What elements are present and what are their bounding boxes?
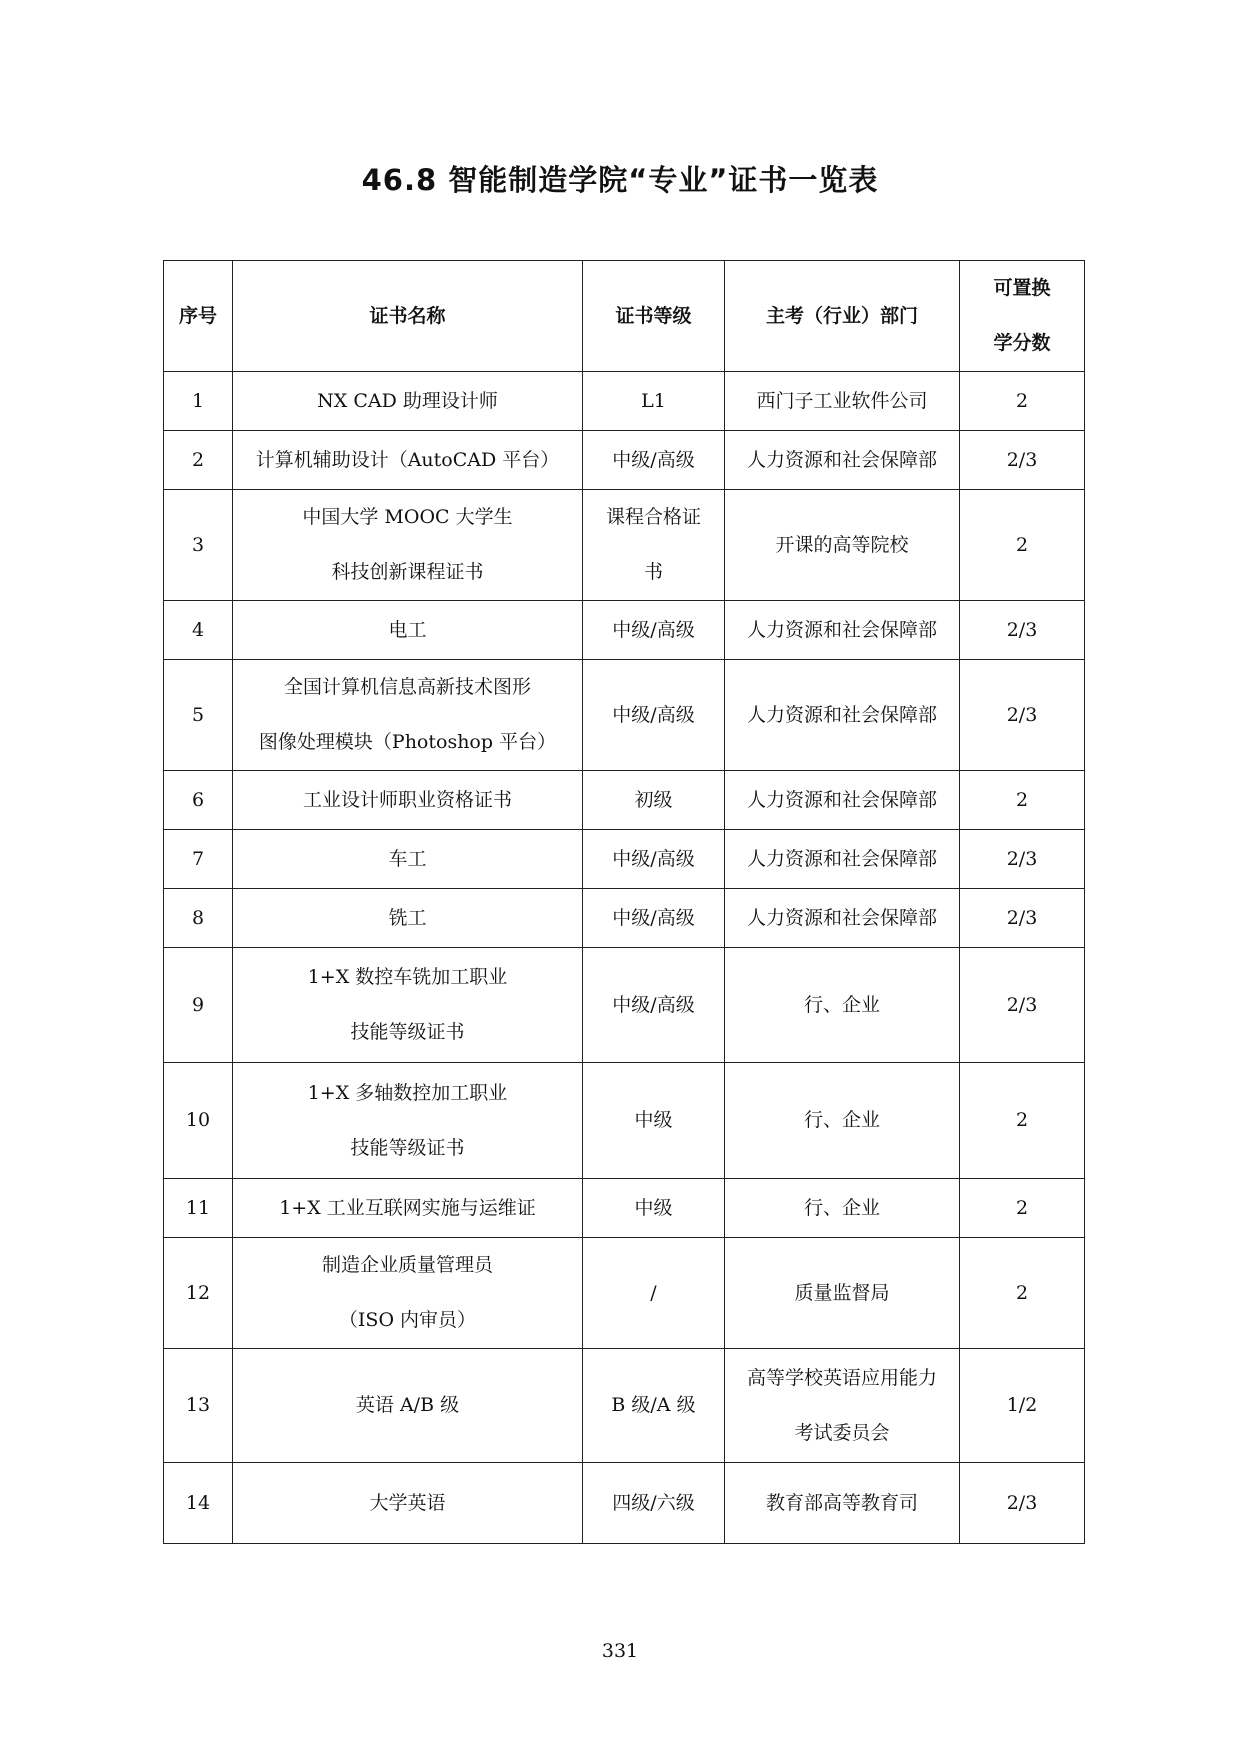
row-name-cell [233,1063,583,1179]
row-level-cell [583,1179,725,1238]
row-name-cell [233,1238,583,1349]
row-name-cell [233,771,583,830]
row-index-cell: 11 [164,1179,233,1238]
row-credit-cell: 2/3 [960,889,1085,948]
row-level-cell [583,889,725,948]
row-index-cell: 12 [164,1238,233,1349]
row-name-line: NX CAD 助理设计师 [317,389,498,412]
row-credit-cell: 2 [960,372,1085,431]
row-dept-cell [725,1463,960,1544]
row-name-cell [233,1463,583,1544]
row-name-line: 1+X 工业互联网实施与运维证 [279,1196,536,1219]
row-level-cell [583,1063,725,1179]
row-name-line: 工业设计师职业资格证书 [302,788,512,811]
row-credit-cell: 1/2 [960,1349,1085,1463]
row-name-line: 计算机辅助设计（AutoCAD 平台） [255,448,560,471]
row-name-cell [233,1179,583,1238]
row-index-cell: 1 [164,372,233,431]
row-name-line: 图像处理模块（Photoshop 平台） [258,731,557,753]
row-dept-line: 行、企业 [803,1196,880,1219]
row-index-cell: 3 [164,490,233,601]
row-name-line: 1+X 多轴数控加工职业 [307,1081,508,1104]
header-dept: 主考（行业）部门 [725,261,960,372]
row-level-cell [583,601,725,660]
row-dept-line: 考试委员会 [794,1421,890,1444]
table-row [164,1063,1085,1179]
row-dept-line: 人力资源和社会保障部 [746,703,937,726]
row-name-line: 全国计算机信息高新技术图形 [283,676,531,698]
table-body [164,372,1085,1544]
table-row [164,490,1085,601]
row-level-cell [583,1349,725,1463]
row-name-cell [233,1349,583,1463]
row-index-cell: 10 [164,1063,233,1179]
row-name-cell [233,889,583,948]
row-dept-cell [725,771,960,830]
row-level-cell [583,660,725,771]
row-index-cell: 2 [164,431,233,490]
table-row [164,771,1085,830]
row-level-line: 中级/高级 [612,993,695,1016]
header-index: 序号 [164,261,233,372]
row-dept-line: 高等学校英语应用能力 [746,1366,937,1389]
table-row [164,830,1085,889]
row-level-line: 中级 [634,1196,673,1219]
header-credit [960,261,1085,372]
table-row [164,889,1085,948]
table-row [164,601,1085,660]
row-level-cell [583,372,725,431]
row-name-line: 车工 [388,847,427,870]
row-dept-cell [725,1063,960,1179]
row-credit-cell: 2 [960,490,1085,601]
row-level-cell [583,771,725,830]
row-index-cell: 9 [164,948,233,1063]
row-level-line: 中级/高级 [612,847,695,870]
row-name-line: 制造企业质量管理员 [321,1254,493,1276]
row-name-cell [233,490,583,601]
row-name-line: 电工 [388,618,427,641]
table-row [164,372,1085,431]
row-index-cell: 8 [164,889,233,948]
row-name-cell [233,830,583,889]
row-dept-cell [725,490,960,601]
table-row [164,1238,1085,1349]
row-dept-line: 行、企业 [803,993,880,1016]
row-index-cell: 7 [164,830,233,889]
row-credit-cell: 2/3 [960,601,1085,660]
row-level-cell [583,1238,725,1349]
row-dept-cell [725,431,960,490]
row-name-line: 科技创新课程证书 [331,561,484,583]
row-credit-cell: 2/3 [960,431,1085,490]
row-credit-cell: 2 [960,1179,1085,1238]
row-index-cell: 14 [164,1463,233,1544]
table-row [164,1463,1085,1544]
row-name-line: （ISO 内审员） [338,1309,477,1331]
table-row [164,660,1085,771]
row-level-line: 中级 [634,1109,673,1131]
row-name-line: 大学英语 [369,1491,446,1514]
row-level-line: 中级/高级 [612,618,695,641]
table-row [164,1349,1085,1463]
row-credit-cell: 2/3 [960,830,1085,889]
header-name: 证书名称 [233,261,583,372]
row-dept-cell [725,830,960,889]
row-name-line: 铣工 [388,906,427,929]
row-level-cell [583,1463,725,1544]
row-level-line: L1 [641,389,666,412]
row-name-line: 中国大学 MOOC 大学生 [302,506,513,528]
row-dept-line: 人力资源和社会保障部 [746,847,937,870]
row-credit-cell: 2/3 [960,660,1085,771]
row-level-line: B 级/A 级 [611,1394,696,1416]
row-name-cell [233,601,583,660]
row-dept-line: 人力资源和社会保障部 [746,618,937,641]
row-name-cell [233,431,583,490]
header-credit-line1: 可置换 [993,277,1051,299]
row-name-line: 技能等级证书 [350,1021,465,1043]
row-dept-cell [725,372,960,431]
row-dept-line: 人力资源和社会保障部 [746,448,937,471]
row-name-line: 英语 A/B 级 [355,1394,460,1416]
table-row [164,1179,1085,1238]
row-dept-cell [725,889,960,948]
row-level-cell [583,431,725,490]
row-dept-line: 开课的高等院校 [775,533,909,556]
row-credit-cell: 2/3 [960,1463,1085,1544]
row-level-line: 初级 [634,788,673,811]
row-level-line: 书 [643,561,663,583]
row-level-cell [583,830,725,889]
row-name-line: 技能等级证书 [350,1136,465,1159]
row-level-line: 中级/高级 [612,906,695,929]
header-level: 证书等级 [583,261,725,372]
page-title: 46.8 智能制造学院“专业”证书一览表 [361,163,879,197]
header-credit-line2: 学分数 [993,332,1051,354]
row-name-cell [233,372,583,431]
row-name-cell [233,948,583,1063]
row-level-line: 课程合格证 [605,506,701,528]
page-number: 331 [601,1640,639,1662]
row-credit-cell: 2 [960,771,1085,830]
row-level-line: 四级/六级 [612,1491,695,1514]
row-dept-line: 质量监督局 [794,1281,890,1304]
row-dept-line: 行、企业 [803,1109,880,1131]
row-dept-cell [725,660,960,771]
certificate-table [163,260,1085,1544]
row-name-cell [233,660,583,771]
row-level-line: 中级/高级 [612,448,695,471]
row-level-cell [583,948,725,1063]
row-index-cell: 13 [164,1349,233,1463]
row-level-cell [583,490,725,601]
row-dept-line: 西门子工业软件公司 [756,389,928,412]
row-dept-line: 人力资源和社会保障部 [746,906,937,929]
row-credit-cell: 2/3 [960,948,1085,1063]
row-level-line: / [650,1281,657,1304]
row-dept-line: 人力资源和社会保障部 [746,788,937,811]
row-credit-cell: 2 [960,1063,1085,1179]
table-row [164,948,1085,1063]
table-row [164,431,1085,490]
row-dept-line: 教育部高等教育司 [765,1491,918,1514]
row-level-line: 中级/高级 [612,703,695,726]
row-dept-cell [725,948,960,1063]
row-index-cell: 5 [164,660,233,771]
row-index-cell: 4 [164,601,233,660]
row-dept-cell [725,1238,960,1349]
row-credit-cell: 2 [960,1238,1085,1349]
row-dept-cell [725,601,960,660]
table-header-row [164,261,1085,372]
row-name-line: 1+X 数控车铣加工职业 [307,966,508,988]
row-dept-cell [725,1349,960,1463]
row-index-cell: 6 [164,771,233,830]
row-dept-cell [725,1179,960,1238]
